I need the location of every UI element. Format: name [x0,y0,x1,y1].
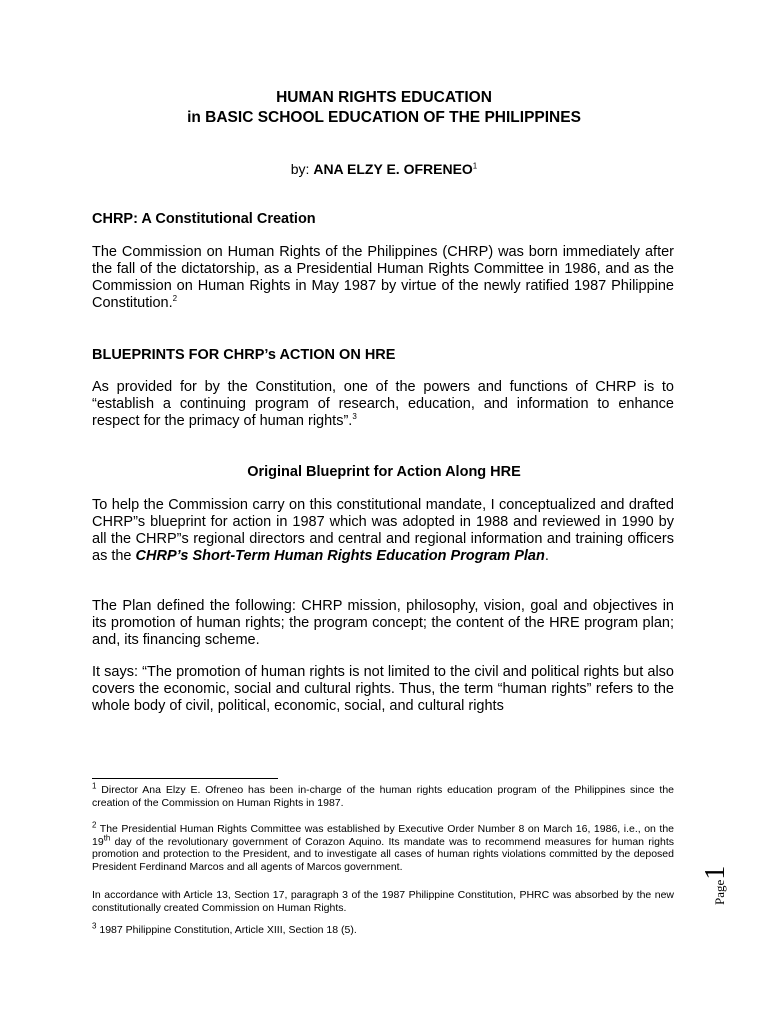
original-paragraph-2: The Plan defined the following: CHRP mission, philosophy, vision, goal and objectives in its promotion of human rights; the program concept; the content of the HRE program plan; and, its financing scheme. [92,598,674,648]
footnote-ref-2: 2 [172,294,178,304]
page-number-value: 1 [700,865,731,880]
byline [92,160,676,178]
page-number [700,835,744,905]
blueprints-paragraph: As provided for by the Constitution, one of the powers and functions of CHRP is to “establish a continuing program of research, education, and information to enhance respect for the primacy of human rights”.$^3$ [92,379,674,429]
original-blueprint-heading: Original Blueprint for Action Along HRE [247,464,521,480]
footnote-2-continued: In accordance with Article 13, Section 17, paragraph 3 of the 1987 Philippine Constitution, PHRC was absorbed by the new constitutionally created Commission on Human Rights. [92,889,674,914]
document-title [92,88,676,128]
chrp-paragraph: The Commission on Human Rights of the Philippines (CHRP) was born immediately after the fall of the dictatorship, as a Presidential Human Rights Committee in 1986, and as the Commission on Human Rights in May 1987 by virtue of the newly ratified 1987 Philippine Constitution.$^2$ [92,244,674,311]
footnote-3: $^3$ 1987 Philippine Constitution, Article XIII, Section 18 (5). [92,921,357,936]
page-number-label: Page [712,879,727,905]
title-line-2: in BASIC SCHOOL EDUCATION OF THE PHILIPPINES [187,109,581,126]
plan-title: CHRP’s Short-Term Human Rights Education Program Plan [135,548,545,564]
title-line-1: HUMAN RIGHTS EDUCATION [276,89,492,106]
blueprints-heading: BLUEPRINTS FOR CHRP’s ACTION ON HRE [92,347,396,363]
original-paragraph-3: It says: “The promotion of human rights is not limited to the civil and political rights but also covers the economic, social and cultural rights. Thus, the term “human rights” refers to the whole body of civil, political, economic, social, and cultural rights [92,664,674,714]
footnote-ref-3: 3 [352,412,357,422]
footnote-separator [92,778,278,779]
author-name: ANA ELZY E. OFRENEO [313,161,473,177]
original-paragraph-1: To help the Commission carry on this constitutional mandate, I conceptualized and drafted CHRP”s blueprint for action in 1987 which was adopted in 1988 and reviewed in 1990 by all the CHRP”s regional directors and central and regional information and training officers as the CHRP’s Short-Term Human Rights Education Program Plan. [92,497,674,564]
byline-prefix: by: [290,161,314,177]
footnote-1: $^1$ Director Ana Elzy E. Ofreneo has been in-charge of the human rights education program of the Philippines since the creation of the Commission on Human Rights in 1987. [92,781,674,809]
author-footnote-ref: 1 [472,161,478,171]
chrp-heading: CHRP: A Constitutional Creation [92,211,316,227]
footnote-2: $^2$ The Presidential Human Rights Committee was established by Executive Order Number 8 on March 16, 1986, i.e., on the 19th day of the revolutionary government of Corazon Aquino. Its mandate was to recommend measures for human rights promotion and protection to the President, and to investigate all cases of human rights violations committed by the deposed President Ferdinand Marcos and all agents of Marcos government. [92,820,674,873]
